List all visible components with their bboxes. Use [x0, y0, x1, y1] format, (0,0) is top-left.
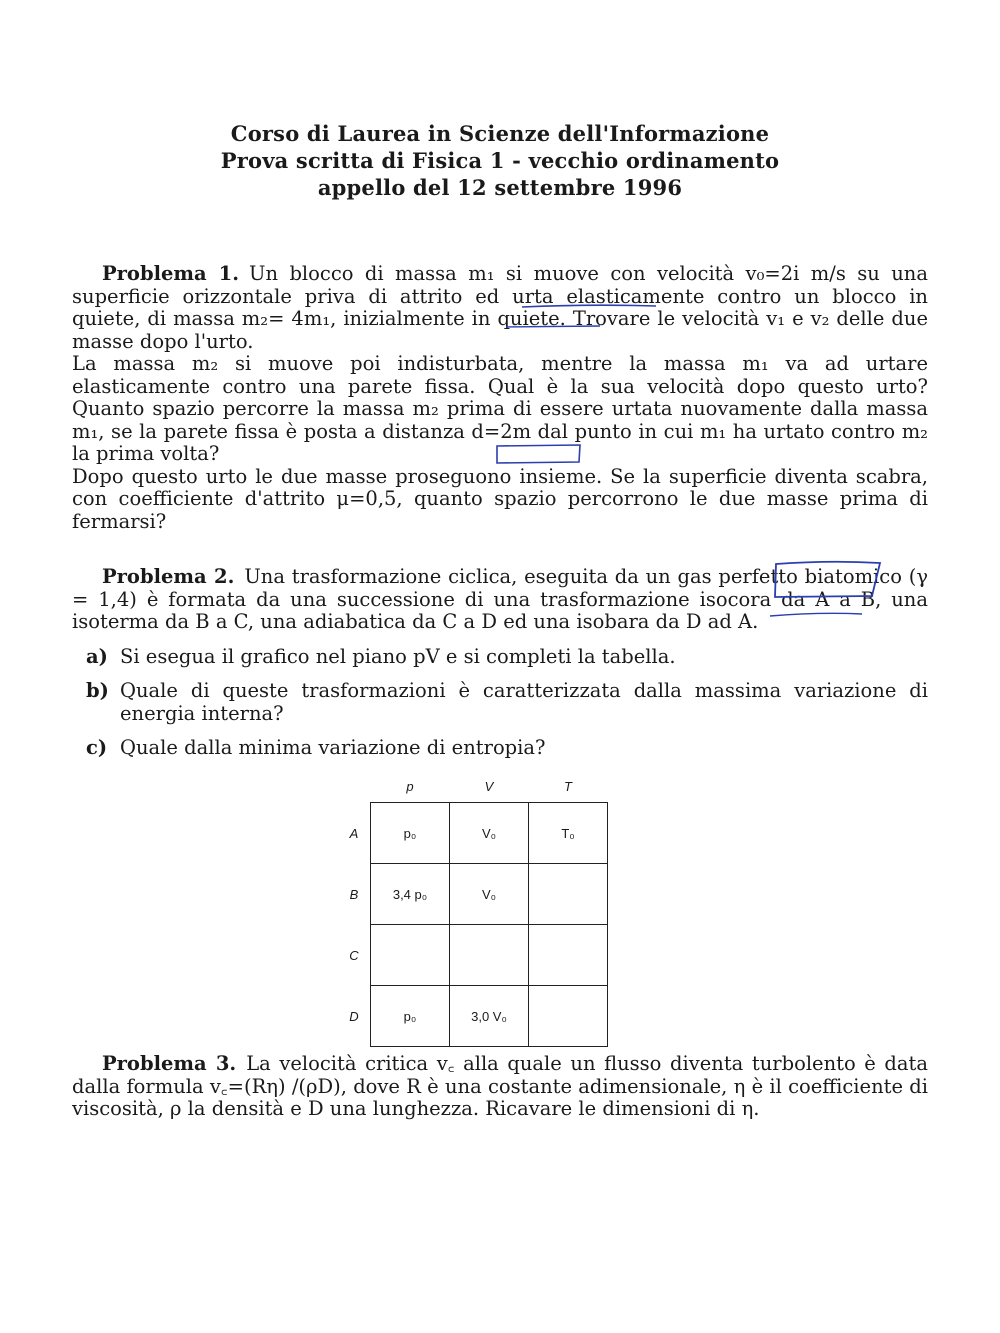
problem-1-para1: Un blocco di massa m₁ si muove con velocità v₀=2i m/s su una superficie orizzontale priva di attrito ed urta elasticamente contro un blocco in quiete, di massa m₂= 4m₁, inizialmente in quiete. Trovare le velocità v₁ e v₂ delle due masse dopo l'urto. — [72, 262, 928, 353]
problem-1-para2: La massa m₂ si muove poi indisturbata, mentre la massa m₁ va ad urtare elasticamente contro una parete fissa. Qual è la sua velocità dopo questo urto? Quanto spazio percorre la massa m₂ prima di essere urtata nuovamente dalla massa m₁, se la parete fissa è posta a distanza d=2m dal punto in cui m₁ ha urtato contro m₂ la prima volta? — [72, 352, 928, 465]
table-header-row — [338, 770, 608, 803]
table-cell: V₀ — [450, 864, 529, 925]
column-header-p: p — [406, 778, 414, 794]
table-cell — [371, 925, 450, 986]
item-text: Quale dalla minima variazione di entropia? — [120, 736, 546, 759]
item-label: b) — [86, 679, 109, 702]
problem-1 — [72, 263, 928, 533]
table-cell: p₀ — [371, 986, 450, 1047]
problem-2-intro: Una trasformazione ciclica, eseguita da un gas perfetto biatomico (γ = 1,4) è formata da una successione di una trasformazione isocora da A a B, una isoterma da B a C, una adiabatica da C a D ed una isobara da D ad A. — [72, 565, 928, 633]
row-label: A — [349, 825, 359, 841]
problem-3-title: Problema 3. — [102, 1052, 237, 1075]
problem-2-item-a — [72, 646, 928, 669]
row-label: C — [349, 947, 359, 963]
item-label: a) — [86, 644, 108, 668]
table-cell: p₀ — [371, 803, 450, 864]
column-header-v: V — [484, 778, 494, 794]
table-cell — [529, 864, 608, 925]
table-row — [338, 803, 608, 864]
item-label: c) — [86, 736, 108, 759]
table-cell: T₀ — [529, 803, 608, 864]
item-text: Quale di queste trasformazioni è caratterizzata dalla massima variazione di energia interna? — [120, 679, 928, 725]
item-text: Si esegua il grafico nel piano pV e si completi la tabella. — [120, 644, 676, 668]
table-cell: 3,0 V₀ — [450, 986, 529, 1047]
row-label: D — [349, 1008, 359, 1024]
course-title: Corso di Laurea in Scienze dell'Informazione — [230, 121, 770, 146]
problem-2-item-c — [72, 737, 928, 760]
table-cell — [529, 925, 608, 986]
problem-2 — [72, 566, 928, 760]
problem-3 — [72, 1053, 928, 1121]
problem-2-title: Problema 2. — [102, 565, 235, 588]
problem-3-text: La velocità critica v꜀ alla quale un flusso diventa turbolento è data dalla formula v꜀=(Rη) /(ρD), dove R è una costante adimensionale, η è il coefficiente di viscosità, ρ la densità e D una lunghezza. Ricavare le dimensioni di η. — [72, 1052, 928, 1120]
table-cell — [529, 986, 608, 1047]
column-header-t: T — [564, 778, 572, 794]
exam-header — [0, 120, 1000, 201]
problem-1-para3: Dopo questo urto le due masse proseguono insieme. Se la superficie diventa scabra, con coefficiente d'attrito μ=0,5, quanto spazio percorrono le due masse prima di fermarsi? — [72, 464, 928, 533]
table-cell: V₀ — [450, 803, 529, 864]
table-row — [338, 925, 608, 986]
table-cell — [450, 925, 529, 986]
problem-1-title: Problema 1. — [102, 262, 240, 285]
table-row — [338, 864, 608, 925]
row-label: B — [349, 886, 359, 902]
exam-title: Prova scritta di Fisica 1 - vecchio ordinamento — [220, 148, 780, 173]
table-cell: 3,4 p₀ — [371, 864, 450, 925]
table-row — [338, 986, 608, 1047]
state-table — [338, 770, 608, 1047]
exam-date: appello del 12 settembre 1996 — [317, 175, 683, 200]
problem-2-item-b — [72, 680, 928, 725]
